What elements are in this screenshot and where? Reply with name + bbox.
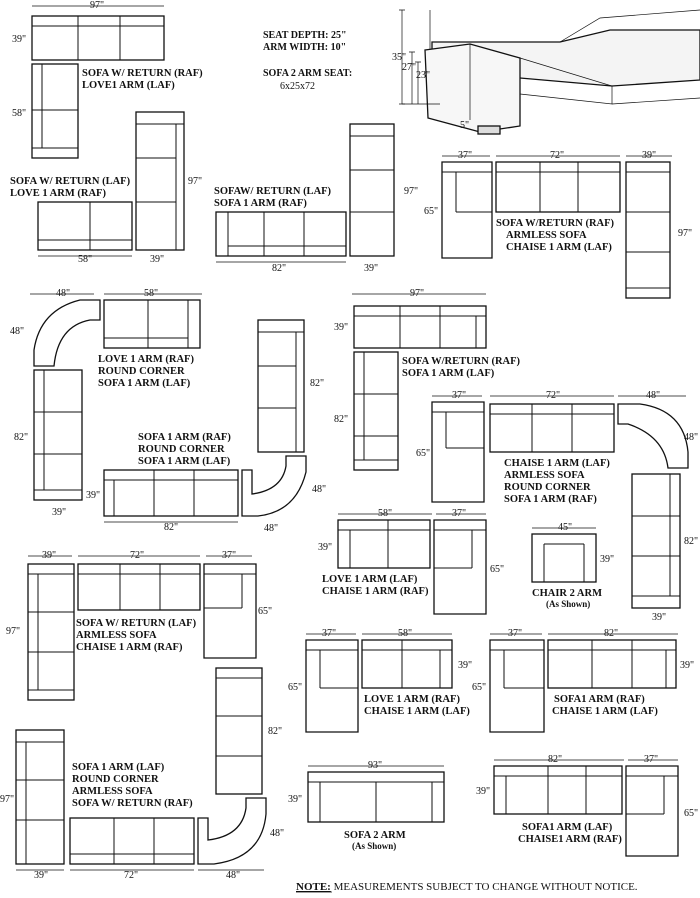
label-g1: SOFA 1 ARM (RAF): [138, 432, 231, 443]
dim-m-82: 82": [604, 628, 619, 639]
dim-h-48-top: 48": [646, 390, 661, 401]
dim-a-97: 97": [90, 0, 105, 11]
dim-e-58: 58": [144, 288, 159, 299]
dim-g-82: 82": [310, 378, 325, 389]
config-c: [214, 124, 418, 274]
label-p2: CHAISE1 ARM (RAF): [518, 834, 622, 845]
dim-n-39: 39": [34, 870, 49, 881]
spec-seat-depth: SEAT DEPTH: 25": [263, 30, 347, 41]
dim-m-39: 39": [680, 660, 695, 671]
dim-f-82: 82": [334, 414, 349, 425]
dim-h-39: 39": [652, 612, 667, 623]
dim-a-39: 39": [12, 34, 27, 45]
label-e3: SOFA 1 ARM (LAF): [98, 378, 191, 389]
label-i2: CHAISE 1 ARM (RAF): [322, 586, 429, 597]
config-l: [288, 628, 472, 732]
dim-j-39: 39": [600, 554, 615, 565]
label-a2: LOVE1 ARM (LAF): [82, 80, 175, 91]
label-h2: ARMLESS SOFA: [504, 470, 585, 481]
dim-f-97: 97": [410, 288, 425, 299]
label-i1: LOVE 1 ARM (LAF): [322, 574, 418, 585]
label-a1: SOFA W/ RETURN (RAF): [82, 68, 203, 79]
dim-l-39: 39": [458, 660, 473, 671]
dim-o-39: 39": [288, 794, 303, 805]
dim-c-39: 39": [364, 263, 379, 274]
dim-d-72: 72": [550, 150, 565, 161]
label-g2: ROUND CORNER: [138, 444, 225, 455]
label-n2: ROUND CORNER: [72, 774, 159, 785]
dim-l-58: 58": [398, 628, 413, 639]
dim-m-37: 37": [508, 628, 523, 639]
dim-i-65: 65": [490, 564, 505, 575]
dim-n-48-bot: 48": [226, 870, 241, 881]
label-m2: CHAISE 1 ARM (LAF): [552, 706, 658, 717]
label-o2: (As Shown): [352, 841, 397, 851]
label-l2: CHAISE 1 ARM (LAF): [364, 706, 470, 717]
label-e2: ROUND CORNER: [98, 366, 185, 377]
dim-d-97: 97": [678, 228, 693, 239]
dim-k-39: 39": [42, 550, 57, 561]
dim-k-97: 97": [6, 626, 21, 637]
dim-l-65: 65": [288, 682, 303, 693]
dim-n-97: 97": [0, 794, 15, 805]
dim-b-58: 58": [78, 254, 93, 265]
spec-arm-width: ARM WIDTH: 10": [263, 42, 347, 53]
dim-e-48-side: 48": [10, 326, 25, 337]
label-f1: SOFA W/RETURN (RAF): [402, 356, 521, 367]
config-d: [424, 150, 692, 298]
label-j1: CHAIR 2 ARM: [532, 588, 602, 599]
config-o: [288, 760, 444, 851]
config-g: [86, 320, 326, 534]
dim-i-39: 39": [318, 542, 333, 553]
config-j: [532, 522, 614, 609]
dim-d-37: 37": [458, 150, 473, 161]
dim-g-39: 39": [86, 490, 101, 501]
dim-b-97: 97": [188, 176, 203, 187]
dim-h-82: 82": [684, 536, 699, 547]
dim-g-48-bot: 48": [264, 523, 279, 534]
dim-i-58: 58": [378, 508, 393, 519]
config-i: [318, 508, 504, 614]
dim-e-82: 82": [14, 432, 29, 443]
note-text: MEASUREMENTS SUBJECT TO CHANGE WITHOUT NOTICE.: [330, 881, 638, 893]
dim-n-72: 72": [124, 870, 139, 881]
dim-a-58: 58": [12, 108, 27, 119]
dim-l-37: 37": [322, 628, 337, 639]
label-c1: SOFAW/ RETURN (LAF): [214, 186, 332, 197]
dim-p-65: 65": [684, 808, 699, 819]
label-d3: CHAISE 1 ARM (LAF): [506, 242, 612, 253]
photo-dim-35: 35": [392, 52, 407, 63]
dim-e-48-top: 48": [56, 288, 71, 299]
photo-dim-leg: 5": [460, 120, 470, 131]
label-h3: ROUND CORNER: [504, 482, 591, 493]
note-bold: NOTE:: [296, 881, 331, 893]
label-d1: SOFA W/RETURN (RAF): [496, 218, 615, 229]
dim-h-72: 72": [546, 390, 561, 401]
label-d2: ARMLESS SOFA: [506, 230, 587, 241]
label-h4: SOFA 1 ARM (RAF): [504, 494, 597, 505]
dim-i-37: 37": [452, 508, 467, 519]
label-f2: SOFA 1 ARM (LAF): [402, 368, 495, 379]
label-o1: SOFA 2 ARM: [344, 830, 406, 841]
label-l1: LOVE 1 ARM (RAF): [364, 694, 460, 705]
label-g3: SOFA 1 ARM (LAF): [138, 456, 231, 467]
photo-dim-23: 23": [416, 70, 431, 81]
dim-n-48-side: 48": [270, 828, 285, 839]
label-k2: ARMLESS SOFA: [76, 630, 157, 641]
dim-p-39: 39": [476, 786, 491, 797]
label-j2: (As Shown): [546, 599, 591, 609]
dim-e-39: 39": [52, 507, 67, 518]
dim-n-82: 82": [268, 726, 283, 737]
dim-d-39: 39": [642, 150, 657, 161]
dim-c-97: 97": [404, 186, 419, 197]
label-b2: LOVE 1 ARM (RAF): [10, 188, 106, 199]
dim-h-37: 37": [452, 390, 467, 401]
label-p1: SOFA1 ARM (LAF): [522, 822, 613, 833]
label-c2: SOFA 1 ARM (RAF): [214, 198, 307, 209]
spec-sofa2-seat-label: SOFA 2 ARM SEAT:: [263, 68, 353, 79]
dim-b-39: 39": [150, 254, 165, 265]
dim-c-82: 82": [272, 263, 287, 274]
config-p: [476, 754, 698, 856]
label-m1: SOFA1 ARM (RAF): [554, 694, 645, 705]
dim-k-72: 72": [130, 550, 145, 561]
dim-o-93: 93": [368, 760, 383, 771]
label-k3: CHAISE 1 ARM (RAF): [76, 642, 183, 653]
dim-d-65: 65": [424, 206, 439, 217]
dim-j-45: 45": [558, 522, 573, 533]
dim-p-37: 37": [644, 754, 659, 765]
dim-f-39: 39": [334, 322, 349, 333]
dim-m-65: 65": [472, 682, 487, 693]
label-n1: SOFA 1 ARM (LAF): [72, 762, 165, 773]
sofa-photo: [392, 10, 700, 134]
label-n3: ARMLESS SOFA: [72, 786, 153, 797]
note: [296, 881, 638, 893]
label-k1: SOFA W/ RETURN (LAF): [76, 618, 197, 629]
dim-p-82: 82": [548, 754, 563, 765]
label-h1: CHAISE 1 ARM (LAF): [504, 458, 610, 469]
label-n4: SOFA W/ RETURN (RAF): [72, 798, 193, 809]
dim-k-37: 37": [222, 550, 237, 561]
dim-g-82b: 82": [164, 522, 179, 533]
dim-h-65: 65": [416, 448, 431, 459]
dim-g-48-side: 48": [312, 484, 327, 495]
dim-k-65: 65": [258, 606, 273, 617]
label-e1: LOVE 1 ARM (RAF): [98, 354, 194, 365]
dim-h-48-side: 48": [684, 432, 699, 443]
spec-sofa2-seat-value: 6x25x72: [280, 81, 315, 92]
photo-dim-27: 27": [402, 62, 417, 73]
label-b1: SOFA W/ RETURN (LAF): [10, 176, 131, 187]
config-m: [472, 628, 694, 732]
